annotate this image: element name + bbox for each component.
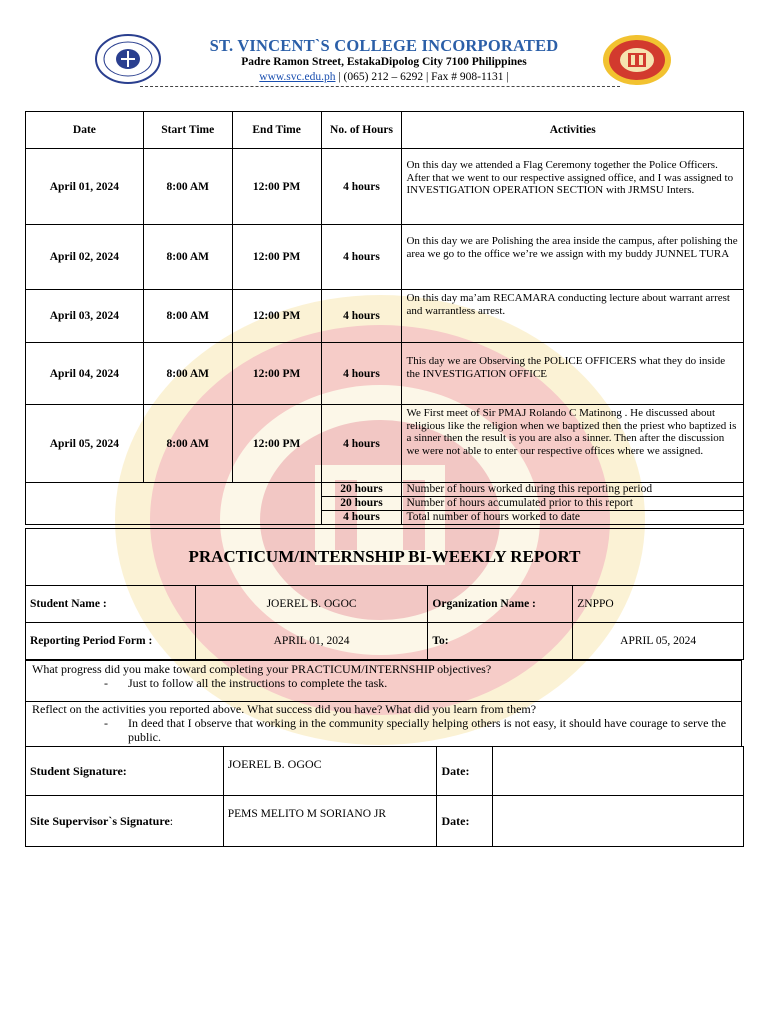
row-end: 12:00 PM	[232, 405, 321, 483]
row-start: 8:00 AM	[143, 149, 232, 225]
row-start: 8:00 AM	[143, 290, 232, 343]
summary-spacer	[26, 483, 322, 525]
progress-question: What progress did you make toward completing your PRACTICUM/INTERNSHIP objectives?	[32, 662, 492, 676]
summary-hours: 20 hours	[321, 483, 402, 497]
college-name: ST. VINCENT`S COLLEGE INCORPORATED	[209, 36, 559, 55]
summary-label: Total number of hours worked to date	[402, 511, 744, 525]
supervisor-signature-value: PEMS MELITO M SORIANO JR	[223, 796, 437, 847]
supervisor-colon: :	[169, 813, 174, 828]
student-date-label: Date:	[437, 747, 493, 796]
reflection-answer	[32, 717, 735, 745]
row-date: April 02, 2024	[26, 225, 144, 290]
table-row	[26, 343, 744, 405]
reflection-question-box	[25, 701, 742, 747]
student-signature-row	[26, 747, 744, 796]
supervisor-signature-row	[26, 796, 744, 847]
row-activity: This day we are Observing the POLICE OFFICERS what they do inside the INVESTIGATION OFFICE	[402, 343, 744, 405]
row-start: 8:00 AM	[143, 225, 232, 290]
row-activity: On this day we are Polishing the area inside the campus, after polishing the area we go to the office we’re we assign with my buddy JUNNEL TURA	[402, 225, 744, 290]
reflection-question: Reflect on the activities you reported above. What success did you have? What did you learn from them?	[32, 702, 537, 716]
period-row	[26, 623, 744, 660]
student-signature-label: Student Signature:	[26, 747, 224, 796]
activities-table	[25, 111, 744, 525]
row-end: 12:00 PM	[232, 343, 321, 405]
organization-label: Organization Name :	[428, 586, 573, 623]
row-hours: 4 hours	[321, 225, 402, 290]
progress-answer-text: Just to follow all the instructions to complete the task.	[128, 675, 388, 690]
row-date: April 05, 2024	[26, 405, 144, 483]
summary-hours: 20 hours	[321, 497, 402, 511]
table-row	[26, 405, 744, 483]
summary-hours: 4 hours	[321, 511, 402, 525]
supervisor-signature-label: Site Supervisor`s Signature	[30, 813, 170, 828]
table-header-row	[26, 112, 744, 149]
header-date: Date	[26, 112, 144, 149]
supervisor-date-field[interactable]	[493, 796, 744, 847]
contact-numbers: | (065) 212 – 6292 | Fax # 908-1131 |	[335, 71, 509, 83]
period-label: Reporting Period Form :	[26, 623, 196, 660]
header-start-time: Start Time	[143, 112, 232, 149]
row-end: 12:00 PM	[232, 290, 321, 343]
bullet-dash: -	[104, 675, 108, 690]
progress-question-box	[25, 660, 742, 702]
period-to-label: To:	[428, 623, 573, 660]
row-hours: 4 hours	[321, 149, 402, 225]
table-row	[26, 149, 744, 225]
student-date-field[interactable]	[493, 747, 744, 796]
header-divider	[140, 86, 620, 89]
row-start: 8:00 AM	[143, 405, 232, 483]
row-hours: 4 hours	[321, 290, 402, 343]
supervisor-signature-label-cell	[26, 796, 224, 847]
student-name-value: JOEREL B. OGOC	[195, 586, 428, 623]
summary-row	[26, 483, 744, 497]
bullet-dash: -	[104, 715, 108, 730]
period-to-value: APRIL 05, 2024	[573, 623, 744, 660]
progress-answer	[32, 677, 735, 691]
report-title: PRACTICUM/INTERNSHIP BI-WEEKLY REPORT	[25, 528, 744, 586]
supervisor-date-label: Date:	[437, 796, 493, 847]
organization-value: ZNPPO	[573, 586, 744, 623]
criminology-logo-icon	[602, 34, 672, 86]
header-end-time: End Time	[232, 112, 321, 149]
row-activity: On this day ma’am RECAMARA conducting lecture about warrant arrest and warrantless arrest.	[402, 290, 744, 343]
period-from-value: APRIL 01, 2024	[195, 623, 428, 660]
row-activity: We First meet of Sir PMAJ Rolando C Matinong . He discussed about religious like the religion when we baptized then the priest who baptized is a sinner then the result is you are also a sinner. Then after the discussion we were not able to enter our respective offices where we assigned.	[402, 405, 744, 483]
row-activity: On this day we attended a Flag Ceremony together the Police Officers. After that we went to our respective assigned office, and I was assigned to INVESTIGATION OPERATION SECTION with JRMSU Inters.	[402, 149, 744, 225]
row-hours: 4 hours	[321, 343, 402, 405]
reflection-answer-text: In deed that I observe that working in the community specially helping others is not easy, it should have courage to serve the public.	[128, 715, 727, 744]
summary-label: Number of hours worked during this reporting period	[402, 483, 744, 497]
table-row	[26, 290, 744, 343]
signature-table	[25, 746, 744, 847]
college-address: Padre Ramon Street, EstakaDipolog City 7100 Philippines	[241, 56, 527, 68]
summary-label: Number of hours accumulated prior to this report	[402, 497, 744, 511]
row-date: April 01, 2024	[26, 149, 144, 225]
student-name-label: Student Name :	[26, 586, 196, 623]
student-row	[26, 586, 744, 623]
row-hours: 4 hours	[321, 405, 402, 483]
row-end: 12:00 PM	[232, 149, 321, 225]
website-link[interactable]: www.svc.edu.ph	[259, 71, 336, 83]
row-end: 12:00 PM	[232, 225, 321, 290]
student-signature-value: JOEREL B. OGOC	[223, 747, 437, 796]
student-info-table	[25, 585, 744, 660]
header-hours: No. of Hours	[321, 112, 402, 149]
row-date: April 03, 2024	[26, 290, 144, 343]
row-start: 8:00 AM	[143, 343, 232, 405]
header-activities: Activities	[402, 112, 744, 149]
letterhead	[0, 0, 768, 100]
table-row	[26, 225, 744, 290]
row-date: April 04, 2024	[26, 343, 144, 405]
